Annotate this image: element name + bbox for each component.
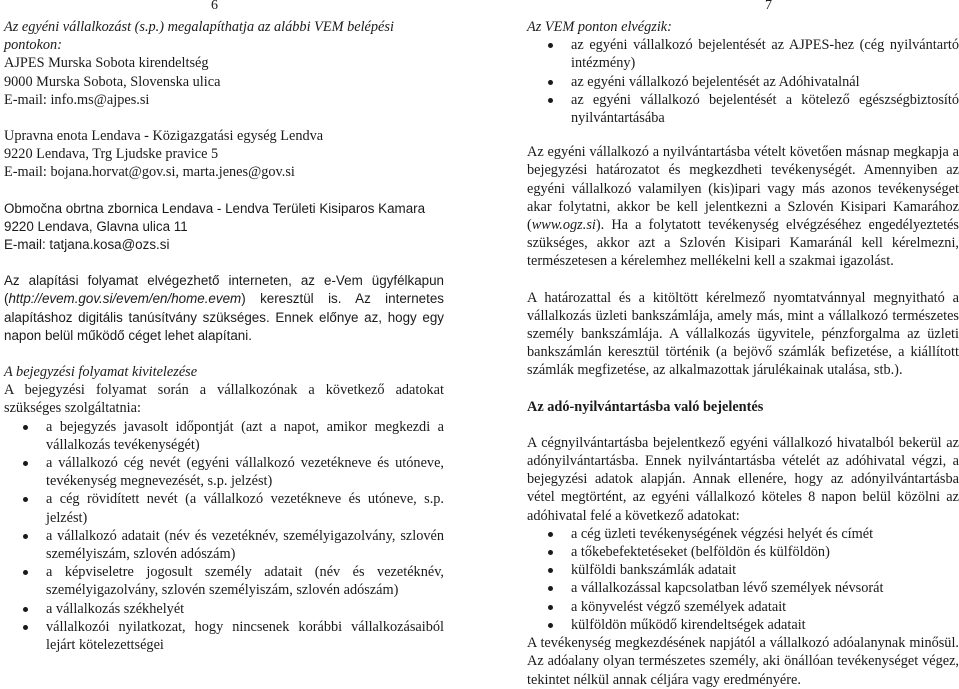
vem-heading: Az VEM ponton elvégzik: xyxy=(527,19,672,35)
process-list xyxy=(4,418,444,655)
process-heading: A bejegyzési folyamat kivitelezése xyxy=(4,364,198,381)
address-line: 9000 Murska Sobota, Slovenska ulica xyxy=(4,73,221,90)
tax-list xyxy=(527,525,959,634)
list-item: az egyéni vállalkozó bejelentését az Adóhivatalnál xyxy=(527,73,959,91)
list-item: a vállalkozással kapcsolatban lévő személyek névsorát xyxy=(527,579,959,597)
address-line: Območna obrtna zbornica Lendava - Lendva Területi Kisiparos Kamara xyxy=(4,200,426,216)
process-intro: A bejegyzési folyamat során a vállalkozónak a következő adatokat szükséges szolgáltatnia: xyxy=(4,382,444,417)
list-item: a könyvelést végző személyek adatait xyxy=(527,598,959,616)
list-item: a vállalkozás székhelyét xyxy=(4,600,444,618)
address-line: 9220 Lendava, Trg Ljudske pravice 5 xyxy=(4,146,219,163)
tax-intro: A cégnyilvántartásba bejelentkező egyéni vállalkozó hivatalból bekerül az adónyilvántartásba. Ennek nyilvántartásba vételét az adóhivatal végzi, a bejegyzési adatok alapján. Annak ellenére, hogy az adónyilvántartásba vétel megtörtént, az egyéni vállalkozó köteles 8 napon belül közölni az adóhivatal felé a következő adatokat: xyxy=(527,434,959,524)
list-item: a vállalkozó adatait (név és vezetéknév, személyigazolvány, szlovén személyiszám, szlovén adószám) xyxy=(4,527,444,563)
decision-paragraph xyxy=(527,143,959,270)
list-item: külföldi bankszámlák adatait xyxy=(527,561,959,579)
vem-list xyxy=(527,36,959,127)
ogz-link[interactable]: www.ogz.si xyxy=(531,217,596,234)
list-item: a vállalkozó cég nevét (egyéni vállalkozó vezetékneve és utóneve, tevékenység megnevezését, s.p. jelzést) xyxy=(4,454,444,490)
list-item: a képviseletre jogosult személy adatait (név és vezetéknév, személyigazolvány, szlovén személyiszám, szlovén adószám) xyxy=(4,563,444,599)
list-item: vállalkozói nyilatkozat, hogy nincsenek korábbi vállalkozásaiból lejárt kötelezettségei xyxy=(4,618,444,654)
closing-paragraph: A tevékenység megkezdésének napjától a vállalkozó adóalanynak minősül. Az adóalany olyan természetes személy, aki önállóan tevékenységet végez, tekintet nélkül annak céljára vagy eredményére. xyxy=(527,635,959,688)
tax-heading: Az adó-nyilvántartásba való bejelentés xyxy=(527,398,764,415)
address-upravna-enota xyxy=(4,127,444,182)
online-text-post: ) keresztül is. Az internetes alapításhoz digitális tanúsítvány szükséges. Ennek előnye az, hogy egy napon belül működő céget lehet alapítani. xyxy=(4,291,444,343)
page-number-right: 7 xyxy=(765,0,772,13)
list-item: az egyéni vállalkozó bejelentését az AJPES-hez (cég nyilvántartó intézmény) xyxy=(527,36,959,72)
entry-points-intro: Az egyéni vállalkozást (s.p.) megalapíthatja az alábbi VEM belépési pontokon: xyxy=(4,19,394,54)
address-line: E-mail: bojana.horvat@gov.si, marta.jenes@gov.si xyxy=(4,164,295,181)
bank-paragraph: A határozattal és a kitöltött kérelmező nyomtatvánnyal megnyitható a vállalkozás üzleti bankszámlája, amely más, mint a vállalkozó természetes személy bankszámlája. A vállalkozás ügyvitele, pénzforgalma az üzleti bankszámlán keresztül történik (a bejövő számlák befizetése, a kiállított számlák megfizetése, az alkalmazottak járulékainak utalása, stb.). xyxy=(527,289,959,379)
address-line: E-mail: tatjana.kosa@ozs.si xyxy=(4,237,170,253)
online-founding-paragraph xyxy=(4,272,444,345)
page-number-left: 6 xyxy=(211,0,218,13)
address-line: 9220 Lendava, Glavna ulica 11 xyxy=(4,218,188,234)
list-item: a tőkebefektetéseket (belföldön és külföldön) xyxy=(527,543,959,561)
decision-text-post: ). Ha a folytatott tevékenység elvégzéséhez engedélyeztetés szükséges, akkor azt a Szlovén Kisipari Kamaránál kell kérelmezni, természetesen a kérelemhez mellékelni kell a szakmai igazolást. xyxy=(527,217,959,270)
list-item: az egyéni vállalkozó bejelentését a kötelező egészségbiztosító nyilvántartásába xyxy=(527,91,959,127)
address-line: Upravna enota Lendava - Közigazgatási egység Lendva xyxy=(4,128,324,145)
list-item: a bejegyzés javasolt időpontját (azt a napot, amikor megkezdi a vállalkozás tevékenységét) xyxy=(4,418,444,454)
online-text-pre: Az alapítási folyamat elvégezhető interneten, az e-Vem ügyfélkapun ( xyxy=(4,273,444,307)
address-ajpes xyxy=(4,54,444,109)
address-line: E-mail: info.ms@ajpes.si xyxy=(4,91,150,108)
evem-link[interactable]: http://evem.gov.si/evem/en/home.evem xyxy=(8,291,242,307)
address-obrtna-zbornica xyxy=(4,200,444,255)
decision-text-pre: Az egyéni vállalkozó a nyilvántartásba vételt követően másnap megkapja a bejegyzési határozatot és megkezdheti tevékenységét. Amennyiben az egyéni vállalkozó valamilyen (kis)ipari vagy más azonos tevékenységet akar folytatni, akkor be kell jelentkezni a Szlovén Kisipari Kamarához ( xyxy=(527,144,959,234)
list-item: a cég üzleti tevékenységének végzési helyét és címét xyxy=(527,525,959,543)
address-line: AJPES Murska Sobota kirendeltség xyxy=(4,55,209,72)
list-item: külföldön működő kirendeltségek adatait xyxy=(527,616,959,634)
list-item: a cég rövidített nevét (a vállalkozó vezetékneve és utóneve, s.p. jelzést) xyxy=(4,490,444,526)
